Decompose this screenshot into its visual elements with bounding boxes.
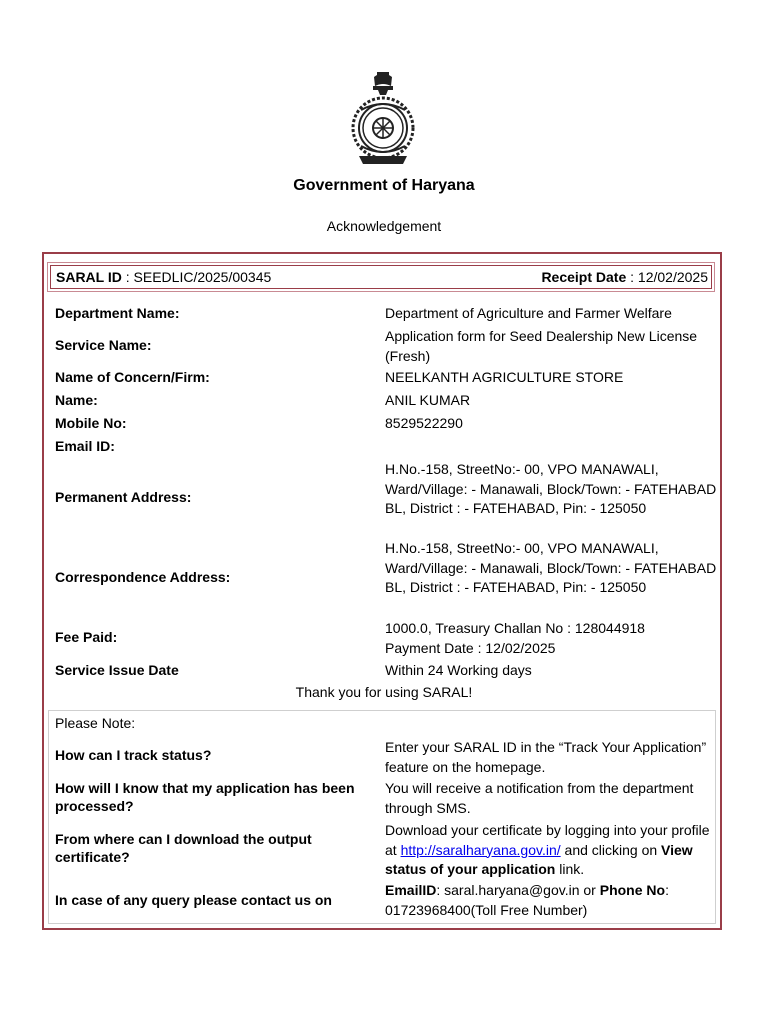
correspondence-address-value: H.No.-158, StreetNo:- 00, VPO MANAWALI, Ward/Village: - Manawali, Block/Town: - FATEHABAD BL, District : - FATEHABAD, Pin: - 125050: [385, 540, 717, 595]
receipt-date-label: Receipt Date: [541, 269, 627, 285]
faq-answer-processed: You will receive a notification from the department through SMS.: [385, 780, 694, 816]
view-status-text: View status of your application: [385, 841, 693, 877]
permanent-address-label: Permanent Address:: [55, 489, 192, 505]
saral-id-bar: [47, 262, 715, 292]
page-subtitle: Acknowledgement: [326, 218, 442, 234]
correspondence-address-label: Correspondence Address:: [55, 569, 231, 585]
mobile-label: Mobile No:: [55, 415, 127, 431]
faq-question-track: How can I track status?: [55, 747, 212, 763]
saral-id-value: : SEEDLIC/2025/00345: [121, 269, 272, 285]
email-label: Email ID:: [55, 438, 115, 454]
mobile-value: 8529522290: [385, 415, 463, 431]
faq-question-contact: In case of any query please contact us on: [55, 892, 332, 908]
faq-answer-contact: [385, 881, 720, 920]
permanent-address-value: H.No.-158, StreetNo:- 00, VPO MANAWALI, Ward/Village: - Manawali, Block/Town: - FATEHABAD BL, District : - FATEHABAD, Pin: - 125050: [385, 461, 717, 516]
service-label: Service Name:: [55, 337, 152, 353]
contact-phone: : 01723968400(Toll Free Number): [385, 882, 669, 918]
faq-answer-download: [385, 821, 720, 880]
email-id-label: EmailID: [385, 882, 437, 898]
faq-question-processed: How will I know that my application has been processed?: [55, 780, 355, 814]
phone-no-label: Phone No: [599, 882, 666, 898]
fee-payment-date: Payment Date : 12/02/2025: [385, 639, 556, 656]
issue-date-label: Service Issue Date: [55, 662, 179, 678]
department-label: Department Name:: [55, 305, 180, 321]
receipt-date: [541, 269, 708, 285]
saral-id: [56, 269, 271, 285]
saral-id-label: SARAL ID: [56, 269, 122, 285]
page-title: Government of Haryana: [293, 177, 475, 194]
faq-answer-track: Enter your SARAL ID in the “Track Your Application” feature on the homepage.: [385, 739, 707, 775]
download-text-mid: and clicking on: [560, 841, 662, 858]
name-label: Name:: [55, 392, 98, 408]
firm-label: Name of Concern/Firm:: [55, 369, 210, 385]
fee-label: Fee Paid:: [55, 629, 118, 645]
issue-date-value: Within 24 Working days: [385, 662, 532, 678]
faq-question-download: From where can I download the output certificate?: [55, 831, 312, 865]
fee-challan: 1000.0, Treasury Challan No : 128044918: [385, 620, 645, 636]
firm-value: NEELKANTH AGRICULTURE STORE: [385, 369, 624, 385]
haryana-state-emblem-icon: [347, 70, 419, 170]
saral-portal-link[interactable]: http://saralharyana.gov.in/: [400, 841, 561, 858]
download-text-post: link.: [555, 861, 585, 877]
service-value: Application form for Seed Dealership New License (Fresh): [385, 328, 698, 364]
receipt-date-value: : 12/02/2025: [626, 269, 708, 285]
download-text-pre: Download your certificate by logging into your profile at: [385, 822, 710, 858]
name-value: ANIL KUMAR: [385, 392, 471, 408]
department-value: Department of Agriculture and Farmer Welfare: [385, 305, 672, 321]
fee-value: [385, 619, 720, 658]
contact-email: : saral.haryana@gov.in or: [436, 882, 600, 898]
note-title: Please Note:: [55, 715, 136, 731]
thank-you-message: Thank you for using SARAL!: [295, 684, 473, 700]
